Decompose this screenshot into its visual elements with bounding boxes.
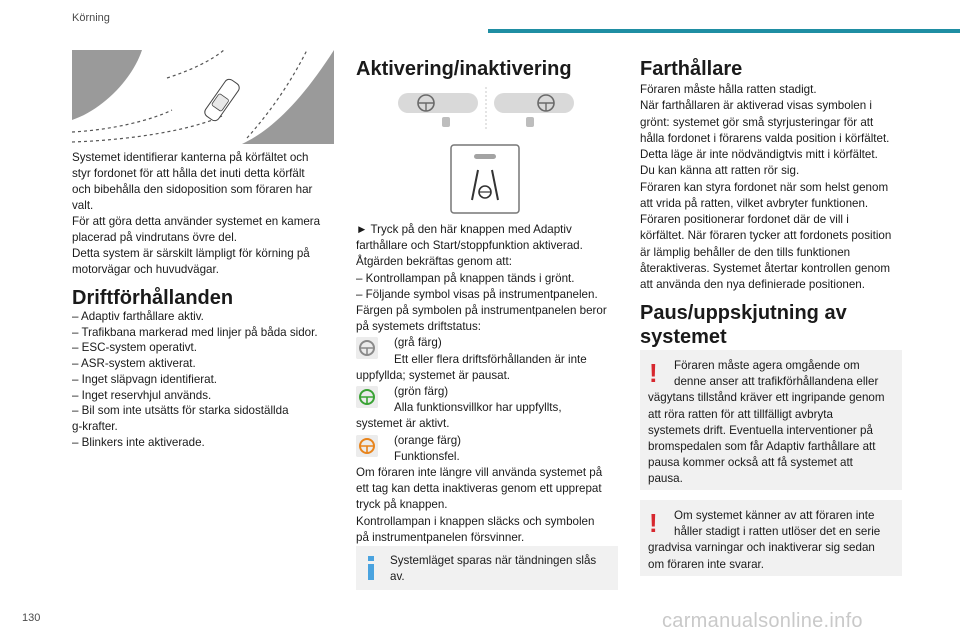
text-line: – Följande symbol visas på instrumentpanelen. xyxy=(356,287,598,301)
note-line: Systemläget sparas när tändningen slås xyxy=(390,554,597,567)
col1-intro xyxy=(72,150,334,278)
text-line: grönt: systemet gör små styrjusteringar för att xyxy=(640,115,874,129)
heading-line: Paus/uppskjutning av xyxy=(640,302,847,324)
header-accent-bar xyxy=(488,29,960,33)
status-color-label: (grå färg) xyxy=(394,336,442,350)
text-line: Systemet identifierar kanterna på körfältet och xyxy=(72,151,309,164)
text-line: hålla fordonet i förarens valda position i körfältet. xyxy=(640,131,890,145)
warning-box-2 xyxy=(640,500,902,576)
lane-assist-orange-icon xyxy=(356,435,378,457)
info-note xyxy=(356,546,618,590)
text-line: Detta system är särskilt lämpligt för körning på xyxy=(72,247,310,260)
text-line: är lämplig behåller de den tills funktionen xyxy=(640,245,851,259)
text-line: Föraren positionerar fordonet där de vill i xyxy=(640,213,849,226)
status-description: Alla funktionsvillkor har uppfyllts, xyxy=(394,401,562,415)
text-line: Föraren kan styra fordonet när som helst genom xyxy=(640,180,889,194)
text-line: återaktiveras. Systemet återtar kontrollen genom xyxy=(640,261,891,275)
info-icon xyxy=(368,556,374,580)
lane-assist-green-icon xyxy=(356,386,378,408)
text-line: Åtgärden bekräftas genom att: xyxy=(356,255,512,269)
watermark: carmanualsonline.info xyxy=(662,610,863,632)
status-description: uppfyllda; systemet är pausat. xyxy=(356,368,511,382)
text-line: att vrida på ratten, vilket avbryter funktionen. xyxy=(640,196,869,210)
list-item: – Bil som inte utsätts för starka sidoställda xyxy=(72,404,289,418)
text-line: motorvägar och huvudvägar. xyxy=(72,263,219,276)
text-line: farthållare och Start/stoppfunktion aktiverad. xyxy=(356,239,583,253)
heading-driftforhallanden: Driftförhållanden xyxy=(72,287,234,309)
text-line: på instrumentpanelen försvinner. xyxy=(356,530,525,544)
status-green xyxy=(356,384,624,433)
text-line: För att göra detta använder systemet en kamera xyxy=(72,215,321,228)
text-line: på systemets driftstatus: xyxy=(356,320,482,334)
text-line: ► Tryck på den här knappen med Adaptiv xyxy=(356,223,572,236)
list-item: – ESC-system operativt. xyxy=(72,341,197,355)
lane-assist-gray-icon xyxy=(356,337,378,359)
warning-line: att röra ratten för att tillfälligt avbryta xyxy=(648,407,833,421)
text-line: ett tag kan detta inaktiveras genom ett upprepat xyxy=(356,482,602,496)
text-line: och bibehålla den sidoposition som föraren har xyxy=(72,183,313,196)
text-line: Föraren måste hålla ratten stadigt. xyxy=(640,83,817,96)
status-color-label: (grön färg) xyxy=(394,385,449,399)
list-item: – Inget släpvagn identifierat. xyxy=(72,372,218,386)
list-item: – Adaptiv farthållare aktiv. xyxy=(72,310,204,323)
lane-keeping-button-icon xyxy=(450,144,520,214)
text-line: Om föraren inte längre vill använda systemet på xyxy=(356,466,603,480)
header-section-label: Körning xyxy=(72,12,110,24)
warning-line: om föraren inte svarar. xyxy=(648,557,764,571)
heading-line: systemet xyxy=(640,326,727,348)
lane-illustration xyxy=(72,50,334,144)
status-description: Ett eller flera driftsförhållanden är inte xyxy=(394,352,587,366)
list-item: – ASR-system aktiverat. xyxy=(72,357,196,371)
text-line: – Kontrollampan på knappen tänds i grönt. xyxy=(356,271,575,285)
note-line: av. xyxy=(390,570,405,583)
text-line: styr fordonet för att hålla det inuti detta körfält xyxy=(72,167,305,180)
warning-line: gradvisa varningar och inaktiverar sig sedan xyxy=(648,541,875,555)
warning-line: vägytans tillstånd kräver ett ingripande genom xyxy=(648,391,885,405)
warning-line: Föraren måste agera omgående om xyxy=(674,359,860,372)
list-item: – Trafikbana markerad med linjer på båda sidor. xyxy=(72,325,318,339)
warning-line: pausa kommer också att få systemet att xyxy=(648,456,853,470)
status-gray xyxy=(356,335,624,384)
text-line: När farthållaren är aktiverad visas symbolen i xyxy=(640,99,872,113)
list-item: – Inget reservhjul används. xyxy=(72,388,212,402)
page-number: 130 xyxy=(22,612,41,624)
warning-line: denne anser att trafikförhållandena eller xyxy=(674,375,879,389)
heading-paus xyxy=(640,301,902,349)
text-line: Kontrollampan i knappen släcks och symbolen xyxy=(356,514,595,528)
list-item: – Blinkers inte aktiverade. xyxy=(72,435,205,449)
status-orange xyxy=(356,433,624,465)
steering-wheel-buttons-illustration xyxy=(398,87,574,129)
col3-text xyxy=(640,82,908,293)
warning-icon: ! xyxy=(649,508,658,538)
heading-aktivering: Aktivering/inaktivering xyxy=(356,58,572,80)
text-line: körfältet. När föraren tycker att fordonets position xyxy=(640,229,892,243)
warning-icon: ! xyxy=(649,358,658,388)
warning-line: systemets drift. Eventuella interventioner på xyxy=(648,423,873,437)
text-line: tryck på knappen. xyxy=(356,498,448,512)
warning-line: Om systemet känner av att föraren inte xyxy=(674,509,875,522)
conditions-list xyxy=(72,309,334,450)
status-description: systemet är aktivt. xyxy=(356,417,450,431)
text-line: Detta läge är inte nödvändigtvis mitt i körfältet. xyxy=(640,148,878,161)
list-item: g-krafter. xyxy=(72,419,118,433)
status-description: Funktionsfel. xyxy=(394,449,460,463)
text-line: valt. xyxy=(72,199,94,212)
heading-farthallare: Farthållare xyxy=(640,58,743,80)
warning-line: bromspedalen som får Adaptiv farthållare att xyxy=(648,440,876,454)
text-line: Färgen på symbolen på instrumentpanelen beror xyxy=(356,304,607,318)
warning-line: håller stadigt i ratten utlöser det en serie xyxy=(674,525,881,539)
warning-box-1 xyxy=(640,350,902,490)
text-line: placerad på vindrutans övre del. xyxy=(72,231,237,244)
text-line: att använda den nya definierade positionen. xyxy=(640,278,865,291)
status-color-label: (orange färg) xyxy=(394,433,462,447)
warning-line: pausa. xyxy=(648,472,683,486)
text-line: Du kan känna att ratten rör sig. xyxy=(640,164,800,178)
col2-instructions xyxy=(356,222,624,546)
